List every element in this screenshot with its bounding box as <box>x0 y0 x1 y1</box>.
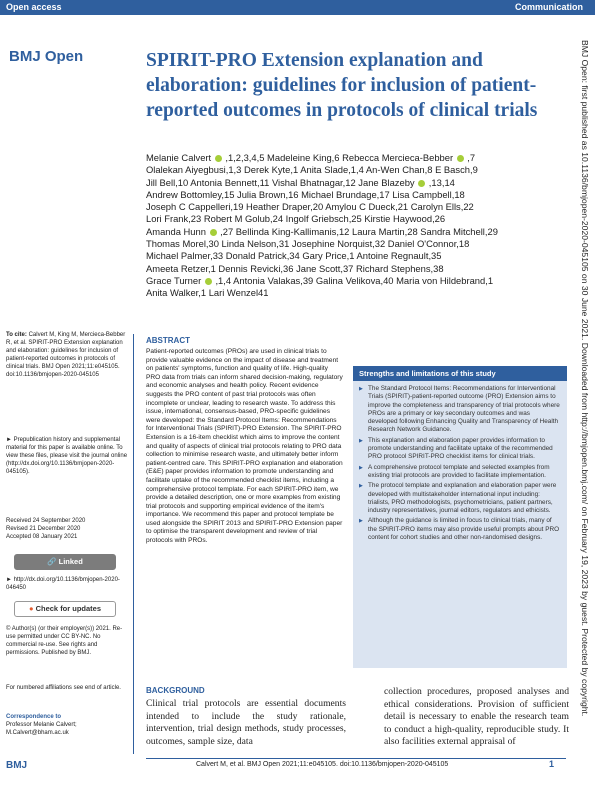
link-icon: 🔗 <box>47 557 57 566</box>
page-number: 1 <box>549 759 555 769</box>
author-text: Olalekan Aiyegbusi,1,3 Derek Kyte,1 Anita Slade,1,4 An-Wen Chan,8 E Basch,9 <box>146 164 478 176</box>
orcid-icon[interactable] <box>418 180 425 187</box>
copyright-note: © Author(s) (or their employer(s)) 2021. Re-use permitted under CC BY-NC. No commercial re-use. See rights and permissions. Published by BMJ. <box>6 626 123 656</box>
author-text: Andrew Bottomley,15 Julia Brown,16 Michael Brundage,17 Lisa Campbell,18 <box>146 188 465 200</box>
abstract-heading: ABSTRACT <box>146 336 190 345</box>
author-text: Michael Palmer,33 Donald Patrick,34 Gary Price,1 Antoine Regnault,35 <box>146 250 442 262</box>
background-text-col2: collection procedures, proposed analyses and ethical considerations. Provision of sufficient detail is necessary to enable the research team to conduct a high-quality, reproducible study. It also facilities external appraisal of <box>384 686 569 748</box>
author-line <box>146 275 566 287</box>
author-line <box>146 238 566 250</box>
vertical-note-text: BMJ Open: first published as 10.1136/bmjopen-2020-045105 on 30 June 2021. Downloaded from http://bmjopen.bmj.com/ on February 19, 2023 by guest. Protected by copyright. <box>580 40 590 717</box>
orcid-icon[interactable] <box>210 229 217 236</box>
author-text: Amanda Hunn <box>146 225 209 237</box>
strengths-list <box>353 381 567 542</box>
received-date: Received 24 September 2020 <box>6 518 86 524</box>
strengths-heading: Strengths and limitations of this study <box>353 366 567 381</box>
footer-citation: Calvert M, et al. BMJ Open 2021;11:e045105. doi:10.1136/bmjopen-2020-045105 <box>196 761 449 768</box>
author-text: Ameeta Retzer,1 Dennis Revicki,36 Jane Scott,37 Richard Stephens,38 <box>146 262 444 274</box>
author-list <box>146 152 566 300</box>
author-text: ,27 Bellinda King-Kallimanis,12 Laura Martin,28 Sandra Mitchell,29 <box>217 225 498 237</box>
author-line <box>146 250 566 262</box>
author-text: Jill Bell,10 Antonia Bennett,11 Vishal Bhatnagar,12 Jane Blazeby <box>146 176 418 188</box>
linked-article-link[interactable]: ► http://dx.doi.org/10.1136/bmjopen-2020-046450 <box>6 577 120 591</box>
list-item: ▶ This explanation and elaboration paper provides information to promote understanding and facilitate uptake of the recommended PRO protocol SPIRIT-PRO checklist items for clinical trials. <box>359 437 561 462</box>
correspondence-text[interactable]: Professor Melanie Calvert; M.Calvert@bham.ac.uk <box>6 722 77 736</box>
revised-date: Revised 21 December 2020 <box>6 526 81 532</box>
linked-badge[interactable] <box>14 554 116 570</box>
author-line <box>146 189 566 201</box>
author-line <box>146 164 566 176</box>
journal-logo[interactable]: BMJ Open <box>9 48 84 65</box>
accepted-date: Accepted 08 January 2021 <box>6 534 78 540</box>
author-text: ,1,2,3,4,5 Madeleine King,6 Rebecca Mercieca-Bebber <box>222 152 456 163</box>
citation-block <box>6 331 128 379</box>
author-text: Thomas Morel,30 Linda Nelson,31 Josephine Norquist,32 Daniel O'Connor,18 <box>146 238 470 250</box>
author-text: ,13,14 <box>426 176 455 188</box>
cite-text: Calvert M, King M, Mercieca-Bebber R, et al. SPIRIT-PRO Extension explanation and elaboration: guidelines for inclusion of patient-reported outcomes in protocols of clinical trials. BMJ Open 2021;11:e045105. doi:10.1136/bmjopen-2020-045105 <box>6 332 126 378</box>
author-line <box>146 177 566 189</box>
author-text: Joseph C Cappelleri,19 Heather Draper,20 Amylou C Dueck,21 Carolyn Ells,22 <box>146 201 474 213</box>
prepub-note[interactable]: ► Prepublication history and supplemental material for this paper is available online. To view these files, please visit the journal online (http://dx.doi.org/10.1136/bmjopen-2020-045105). <box>6 437 128 475</box>
author-text: Grace Turner <box>146 274 204 286</box>
author-line <box>146 287 566 299</box>
author-text: Melanie Calvert <box>146 152 214 163</box>
author-text: Lori Frank,23 Robert M Golub,24 Ingolf Griebsch,25 Kirstie Haywood,26 <box>146 213 446 225</box>
list-item: ▶ The Standard Protocol Items: Recommendations for Interventional Trials (SPIRIT)-patient-reported outcome (PRO) Extension aims to improve the completeness and transparency of trial protocols where PROs are a primary or key secondary outcomes and was developed following Enhancing Quality and Transparency of Health Research Network Guidance. <box>359 385 561 435</box>
open-access-label: Open access <box>6 2 62 12</box>
author-text: Anita Walker,1 Lari Wenzel41 <box>146 287 269 299</box>
author-line <box>146 201 566 213</box>
check-updates-label: Check for updates <box>35 604 102 613</box>
background-text-col1: Clinical trial protocols are essential documents intended to include the study rationale, intervention, trial design methods, study processes, outcomes, sample size, data <box>146 698 346 747</box>
footer-divider <box>146 758 566 759</box>
article-type-label: Communication <box>514 2 583 12</box>
cite-label: To cite: <box>6 332 27 338</box>
list-item: ▶ A comprehensive protocol template and selected examples from existing trial protocols are provided to facilitate implementation. <box>359 464 561 481</box>
list-item: ▶ The protocol template and explanation and elaboration paper were developed with multistakeholder international input including: trialists, PRO methodologists, psychometricians, patient partners, industry representatives, journal editors, regulators and ethicists. <box>359 482 561 515</box>
correspondence-label: Correspondence to <box>6 714 62 720</box>
footer-logo: BMJ <box>6 760 28 771</box>
author-line <box>146 213 566 225</box>
abstract-text: Patient-reported outcomes (PROs) are used in clinical trials to provide valuable evidence on the impact of disease and treatment on patients' symptoms, function and quality of life. High-quality PRO data from trials can inform shared decision-making, regulatory and economic analyses and health policy. Recent evidence suggests the PRO content of past trial protocols was often incomplete or unclear, leading to research waste. To address this issue, international, consensus-based, PRO-specific guidelines were developed: the Standard Protocol Items: Recommendations for Interventional Trials (SPIRIT)-PRO Extension. The SPIRIT-PRO Extension is a 16-item checklist which aims to improve the content and quality of aspects of clinical trial protocols relating to PRO data collection to minimise research waste, and ultimately better inform patient-centred care. This SPIRIT-PRO explanation and elaboration (E&E) paper provides information to promote understanding and facilitate uptake of the recommended checklist items, including a comprehensive protocol template. For each SPIRIT-PRO item, we provide a detailed description, one or more examples from existing trial protocols and supporting empirical evidence of the item's importance. We recommend this paper and protocol template be used alongside the SPIRIT 2013 and SPIRIT-PRO Extension paper to optimise the transparent development and review of trial protocols with PROs. <box>146 348 343 545</box>
sidebar-divider <box>133 334 134 754</box>
dates-block <box>6 517 128 541</box>
background-heading: BACKGROUND <box>146 686 205 695</box>
strengths-box <box>353 366 567 668</box>
article-title: SPIRIT-PRO Extension explanation and elaboration: guidelines for inclusion of patient-reported outcomes in protocols of clinical trials <box>146 50 538 121</box>
author-line <box>146 263 566 275</box>
updates-icon: ● <box>28 604 34 613</box>
author-line <box>146 152 566 164</box>
author-text: ,1,4 Antonia Valakas,39 Galina Velikova,40 Maria von Hildebrand,1 <box>212 274 494 286</box>
author-line <box>146 226 566 238</box>
top-banner <box>0 0 595 15</box>
orcid-icon[interactable] <box>215 155 222 162</box>
author-text: ,7 <box>464 152 476 163</box>
affiliations-note: For numbered affiliations see end of article. <box>6 685 121 691</box>
orcid-icon[interactable] <box>457 155 464 162</box>
check-updates-button[interactable] <box>14 601 116 617</box>
linked-label: Linked <box>58 557 83 566</box>
vertical-download-note <box>577 40 593 780</box>
correspondence-block <box>6 713 128 737</box>
list-item: ▶ Although the guidance is limited in focus to clinical trials, many of the SPIRIT-PRO items may also provide useful prompts about PRO content for cohort studies and other non-randomised designs. <box>359 517 561 542</box>
orcid-icon[interactable] <box>205 278 212 285</box>
